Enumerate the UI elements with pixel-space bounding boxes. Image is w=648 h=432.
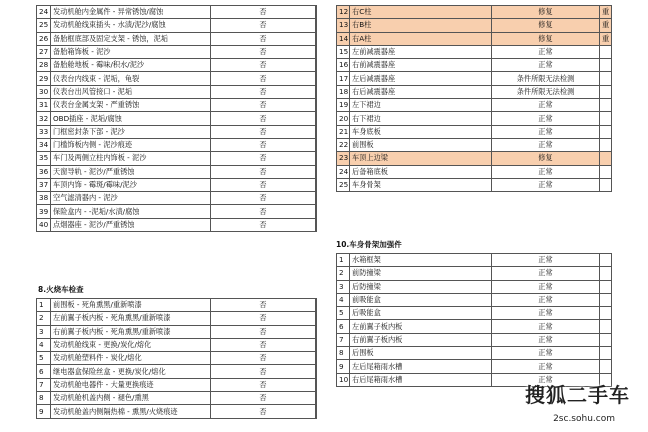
row-result: 条件所限无法检测	[492, 72, 600, 85]
row-extra	[600, 125, 612, 138]
row-extra	[600, 178, 612, 191]
row-number: 7	[337, 333, 350, 346]
table-row	[37, 138, 317, 151]
row-extra	[600, 347, 612, 360]
row-item: 备胎框底部及固定支架 - 锈蚀，泥垢	[51, 32, 211, 45]
row-number: 7	[37, 378, 51, 391]
row-extra	[600, 112, 612, 125]
row-result: 正常	[492, 45, 600, 58]
row-result: 正常	[492, 165, 600, 178]
row-number: 14	[337, 32, 350, 45]
row-number: 4	[37, 338, 51, 351]
row-item: 后防撞梁	[350, 280, 492, 293]
row-number: 34	[37, 138, 51, 151]
row-result: 否	[211, 32, 316, 45]
row-item: 右下裙边	[350, 112, 492, 125]
row-item: 右前减震器座	[350, 59, 492, 72]
table-row	[337, 99, 612, 112]
row-extra	[600, 360, 612, 373]
row-extra	[316, 99, 317, 112]
row-result: 正常	[492, 307, 600, 320]
row-result: 否	[211, 325, 316, 338]
table-row	[337, 320, 612, 333]
row-number: 18	[337, 85, 350, 98]
row-result: 否	[211, 138, 316, 151]
row-extra	[316, 165, 317, 178]
row-item: 车顶内饰 - 霉斑/霉味/泥沙	[51, 178, 211, 191]
section-title-fire-check: 8.火烧车检查	[38, 285, 84, 294]
row-result: 否	[211, 405, 316, 418]
row-result: 否	[211, 59, 316, 72]
row-item: 仪表台金属支架 - 严重锈蚀	[51, 99, 211, 112]
row-number: 22	[337, 138, 350, 151]
section-title-frame-reinforcement: 10.车身骨架加强件	[336, 240, 402, 249]
row-number: 35	[37, 152, 51, 165]
table-row	[37, 6, 317, 19]
row-extra	[600, 267, 612, 280]
table-row	[37, 178, 317, 191]
row-extra	[600, 165, 612, 178]
row-extra	[600, 320, 612, 333]
row-number: 29	[37, 72, 51, 85]
fire-check-table	[36, 298, 317, 419]
row-extra	[316, 205, 317, 218]
row-item: 右前翼子板内板 - 死角熏黑/重新喷漆	[51, 325, 211, 338]
table-row	[37, 85, 317, 98]
row-item: 发动机舱线束 - 更换/炭化/熔化	[51, 338, 211, 351]
table-row	[337, 307, 612, 320]
row-extra	[600, 138, 612, 151]
table-row	[37, 125, 317, 138]
row-number: 37	[37, 178, 51, 191]
row-item: 前围板 - 死角熏黑/重新喷漆	[51, 299, 211, 312]
row-result: 否	[211, 45, 316, 58]
row-item: 右A柱	[350, 32, 492, 45]
row-extra	[316, 45, 317, 58]
row-result: 正常	[492, 360, 600, 373]
table-row	[337, 333, 612, 346]
row-number: 6	[37, 365, 51, 378]
row-number: 15	[337, 45, 350, 58]
row-item: 保险盒内 - -泥垢/水渍/腐蚀	[51, 205, 211, 218]
row-result: 正常	[492, 59, 600, 72]
row-number: 30	[37, 85, 51, 98]
row-number: 1	[337, 254, 350, 267]
table-row	[37, 405, 317, 418]
row-number: 2	[37, 312, 51, 325]
row-extra	[316, 218, 317, 231]
table-row	[37, 32, 317, 45]
table-row	[337, 165, 612, 178]
row-result: 否	[211, 178, 316, 191]
row-result: 否	[211, 205, 316, 218]
row-extra	[316, 59, 317, 72]
flood-check-table	[36, 5, 317, 232]
row-extra	[316, 72, 317, 85]
table-row	[37, 205, 317, 218]
row-extra	[316, 138, 317, 151]
row-item: 水箱框架	[350, 254, 492, 267]
row-item: 后备箱底板	[350, 165, 492, 178]
row-result: 正常	[492, 254, 600, 267]
row-item: 右B柱	[350, 19, 492, 32]
row-extra	[316, 19, 317, 32]
row-extra	[600, 333, 612, 346]
row-item: 发动机舱线束插头 - 水渍/泥沙/腐蚀	[51, 19, 211, 32]
table-row	[337, 6, 612, 19]
row-item: 右后减震器座	[350, 85, 492, 98]
row-result: 否	[211, 352, 316, 365]
row-extra: 重	[600, 32, 612, 45]
row-extra	[316, 112, 317, 125]
row-item: 发动机舱电器件 - 大量更换痕迹	[51, 378, 211, 391]
table-row	[37, 152, 317, 165]
row-number: 24	[37, 6, 51, 19]
row-result: 否	[211, 112, 316, 125]
row-number: 17	[337, 72, 350, 85]
row-number: 36	[37, 165, 51, 178]
table-row	[337, 152, 612, 165]
row-result: 否	[211, 125, 316, 138]
row-item: 右前翼子板内板	[350, 333, 492, 346]
row-result: 正常	[492, 280, 600, 293]
row-item: 左前翼子板内板 - 死角熏黑/重新喷漆	[51, 312, 211, 325]
row-extra	[316, 192, 317, 205]
row-extra	[316, 325, 317, 338]
row-extra: 重	[600, 19, 612, 32]
table-row	[337, 254, 612, 267]
row-number: 23	[337, 152, 350, 165]
row-extra	[600, 307, 612, 320]
row-result: 修复	[492, 32, 600, 45]
table-row	[337, 178, 612, 191]
row-item: 前防撞梁	[350, 267, 492, 280]
row-item: 左后减震器座	[350, 72, 492, 85]
row-extra	[600, 152, 612, 165]
row-extra	[600, 59, 612, 72]
row-number: 1	[37, 299, 51, 312]
row-extra	[316, 312, 317, 325]
row-result: 正常	[492, 373, 600, 386]
row-number: 5	[337, 307, 350, 320]
row-number: 5	[37, 352, 51, 365]
frame-check-table	[336, 5, 612, 192]
row-result: 否	[211, 365, 316, 378]
watermark-logo: 搜狐二手车	[525, 383, 630, 407]
table-row	[337, 32, 612, 45]
table-row	[37, 99, 317, 112]
row-result: 否	[211, 218, 316, 231]
table-row	[37, 365, 317, 378]
row-extra	[316, 299, 317, 312]
row-result: 否	[211, 338, 316, 351]
table-row	[37, 112, 317, 125]
row-item: 左后尾箱雨水槽	[350, 360, 492, 373]
row-item: 门框密封条下部 - 泥沙	[51, 125, 211, 138]
row-extra	[600, 99, 612, 112]
row-extra	[600, 293, 612, 306]
row-extra	[600, 85, 612, 98]
row-result: 修复	[492, 6, 600, 19]
row-number: 40	[37, 218, 51, 231]
row-extra	[316, 85, 317, 98]
row-extra	[600, 280, 612, 293]
row-number: 8	[337, 347, 350, 360]
table-row	[337, 347, 612, 360]
row-number: 32	[37, 112, 51, 125]
row-result: 否	[211, 392, 316, 405]
row-item: 左前翼子板内板	[350, 320, 492, 333]
table-row	[37, 59, 317, 72]
table-row	[37, 299, 317, 312]
row-result: 否	[211, 6, 316, 19]
row-extra	[600, 45, 612, 58]
row-result: 否	[211, 152, 316, 165]
row-extra	[316, 178, 317, 191]
row-item: 右后尾箱雨水槽	[350, 373, 492, 386]
row-extra: 重	[600, 6, 612, 19]
row-extra	[316, 352, 317, 365]
row-item: 门槛饰板内侧 - 泥沙痕迹	[51, 138, 211, 151]
row-result: 正常	[492, 99, 600, 112]
table-row	[37, 352, 317, 365]
row-item: 备胎箱饰板 - 泥沙	[51, 45, 211, 58]
row-extra	[316, 32, 317, 45]
row-number: 12	[337, 6, 350, 19]
table-row	[337, 293, 612, 306]
row-number: 3	[337, 280, 350, 293]
frame-reinforcement-table	[336, 253, 612, 387]
row-number: 10	[337, 373, 350, 386]
table-row	[37, 165, 317, 178]
row-result: 正常	[492, 347, 600, 360]
row-extra	[600, 72, 612, 85]
row-item: 继电器盒保险丝盒 - 更换/炭化/熔化	[51, 365, 211, 378]
row-item: OBD插座 - 泥垢/腐蚀	[51, 112, 211, 125]
row-number: 19	[337, 99, 350, 112]
row-item: 空气滤清器内 - 泥沙	[51, 192, 211, 205]
row-number: 25	[337, 178, 350, 191]
row-number: 8	[37, 392, 51, 405]
row-number: 21	[337, 125, 350, 138]
watermark-url: 2sc.sohu.com	[553, 414, 615, 424]
row-number: 6	[337, 320, 350, 333]
row-item: 前围板	[350, 138, 492, 151]
row-item: 点烟器座 - 泥沙/严重锈蚀	[51, 218, 211, 231]
row-item: 前吸能盒	[350, 293, 492, 306]
row-extra	[316, 365, 317, 378]
row-result: 否	[211, 19, 316, 32]
row-extra	[316, 378, 317, 391]
row-result: 否	[211, 299, 316, 312]
row-number: 3	[37, 325, 51, 338]
row-item: 右C柱	[350, 6, 492, 19]
row-result: 否	[211, 165, 316, 178]
row-number: 28	[37, 59, 51, 72]
row-result: 正常	[492, 333, 600, 346]
row-result: 否	[211, 192, 316, 205]
table-row	[337, 360, 612, 373]
row-item: 发动机舱塑料件 - 炭化/熔化	[51, 352, 211, 365]
table-row	[37, 218, 317, 231]
table-row	[37, 312, 317, 325]
row-item: 发动机舱内金属件 - 异常锈蚀/腐蚀	[51, 6, 211, 19]
row-item: 仪表台内线束 - 泥垢，龟裂	[51, 72, 211, 85]
table-row	[337, 85, 612, 98]
table-row	[37, 325, 317, 338]
row-number: 25	[37, 19, 51, 32]
row-extra	[316, 405, 317, 418]
row-result: 正常	[492, 138, 600, 151]
row-item: 发动机舱盖内侧隔热棉 - 熏黑/火烧痕迹	[51, 405, 211, 418]
row-item: 车身底板	[350, 125, 492, 138]
row-item: 车门及两侧立柱内饰板 - 泥沙	[51, 152, 211, 165]
row-number: 4	[337, 293, 350, 306]
row-extra	[316, 6, 317, 19]
table-row	[337, 280, 612, 293]
table-row	[337, 112, 612, 125]
row-item: 左前减震器座	[350, 45, 492, 58]
row-number: 9	[337, 360, 350, 373]
row-extra	[316, 152, 317, 165]
row-result: 修复	[492, 19, 600, 32]
row-item: 仪表台出风管接口 - 泥垢	[51, 85, 211, 98]
row-result: 否	[211, 99, 316, 112]
table-row	[37, 72, 317, 85]
table-row	[337, 45, 612, 58]
row-item: 车顶上边梁	[350, 152, 492, 165]
row-result: 否	[211, 72, 316, 85]
table-row	[337, 19, 612, 32]
row-number: 13	[337, 19, 350, 32]
row-result: 正常	[492, 267, 600, 280]
row-item: 天窗导轨 - 泥沙/严重锈蚀	[51, 165, 211, 178]
table-row	[37, 392, 317, 405]
row-item: 备胎舱地板 - 霉味/积水/泥沙	[51, 59, 211, 72]
table-row	[37, 45, 317, 58]
row-item: 后吸能盒	[350, 307, 492, 320]
row-item: 发动机舱机盖内侧 - 褪色/熏黑	[51, 392, 211, 405]
row-extra	[316, 125, 317, 138]
row-extra	[316, 392, 317, 405]
table-row	[337, 72, 612, 85]
row-number: 26	[37, 32, 51, 45]
table-row	[337, 125, 612, 138]
table-row	[37, 192, 317, 205]
row-extra	[316, 338, 317, 351]
row-extra	[600, 254, 612, 267]
table-row	[337, 59, 612, 72]
row-result: 否	[211, 378, 316, 391]
row-result: 否	[211, 85, 316, 98]
row-number: 31	[37, 99, 51, 112]
row-result: 正常	[492, 293, 600, 306]
table-row	[37, 338, 317, 351]
row-item: 后围板	[350, 347, 492, 360]
row-number: 9	[37, 405, 51, 418]
row-number: 27	[37, 45, 51, 58]
row-number: 33	[37, 125, 51, 138]
table-row	[337, 267, 612, 280]
row-result: 修复	[492, 152, 600, 165]
row-result: 正常	[492, 320, 600, 333]
table-row	[37, 378, 317, 391]
row-item: 车身骨架	[350, 178, 492, 191]
row-number: 24	[337, 165, 350, 178]
row-number: 20	[337, 112, 350, 125]
table-row	[37, 19, 317, 32]
row-number: 16	[337, 59, 350, 72]
table-row	[337, 138, 612, 151]
row-result: 正常	[492, 178, 600, 191]
row-result: 正常	[492, 125, 600, 138]
row-number: 38	[37, 192, 51, 205]
row-number: 39	[37, 205, 51, 218]
row-result: 条件所限无法检测	[492, 85, 600, 98]
row-result: 正常	[492, 112, 600, 125]
row-number: 2	[337, 267, 350, 280]
row-result: 否	[211, 312, 316, 325]
row-item: 左下裙边	[350, 99, 492, 112]
